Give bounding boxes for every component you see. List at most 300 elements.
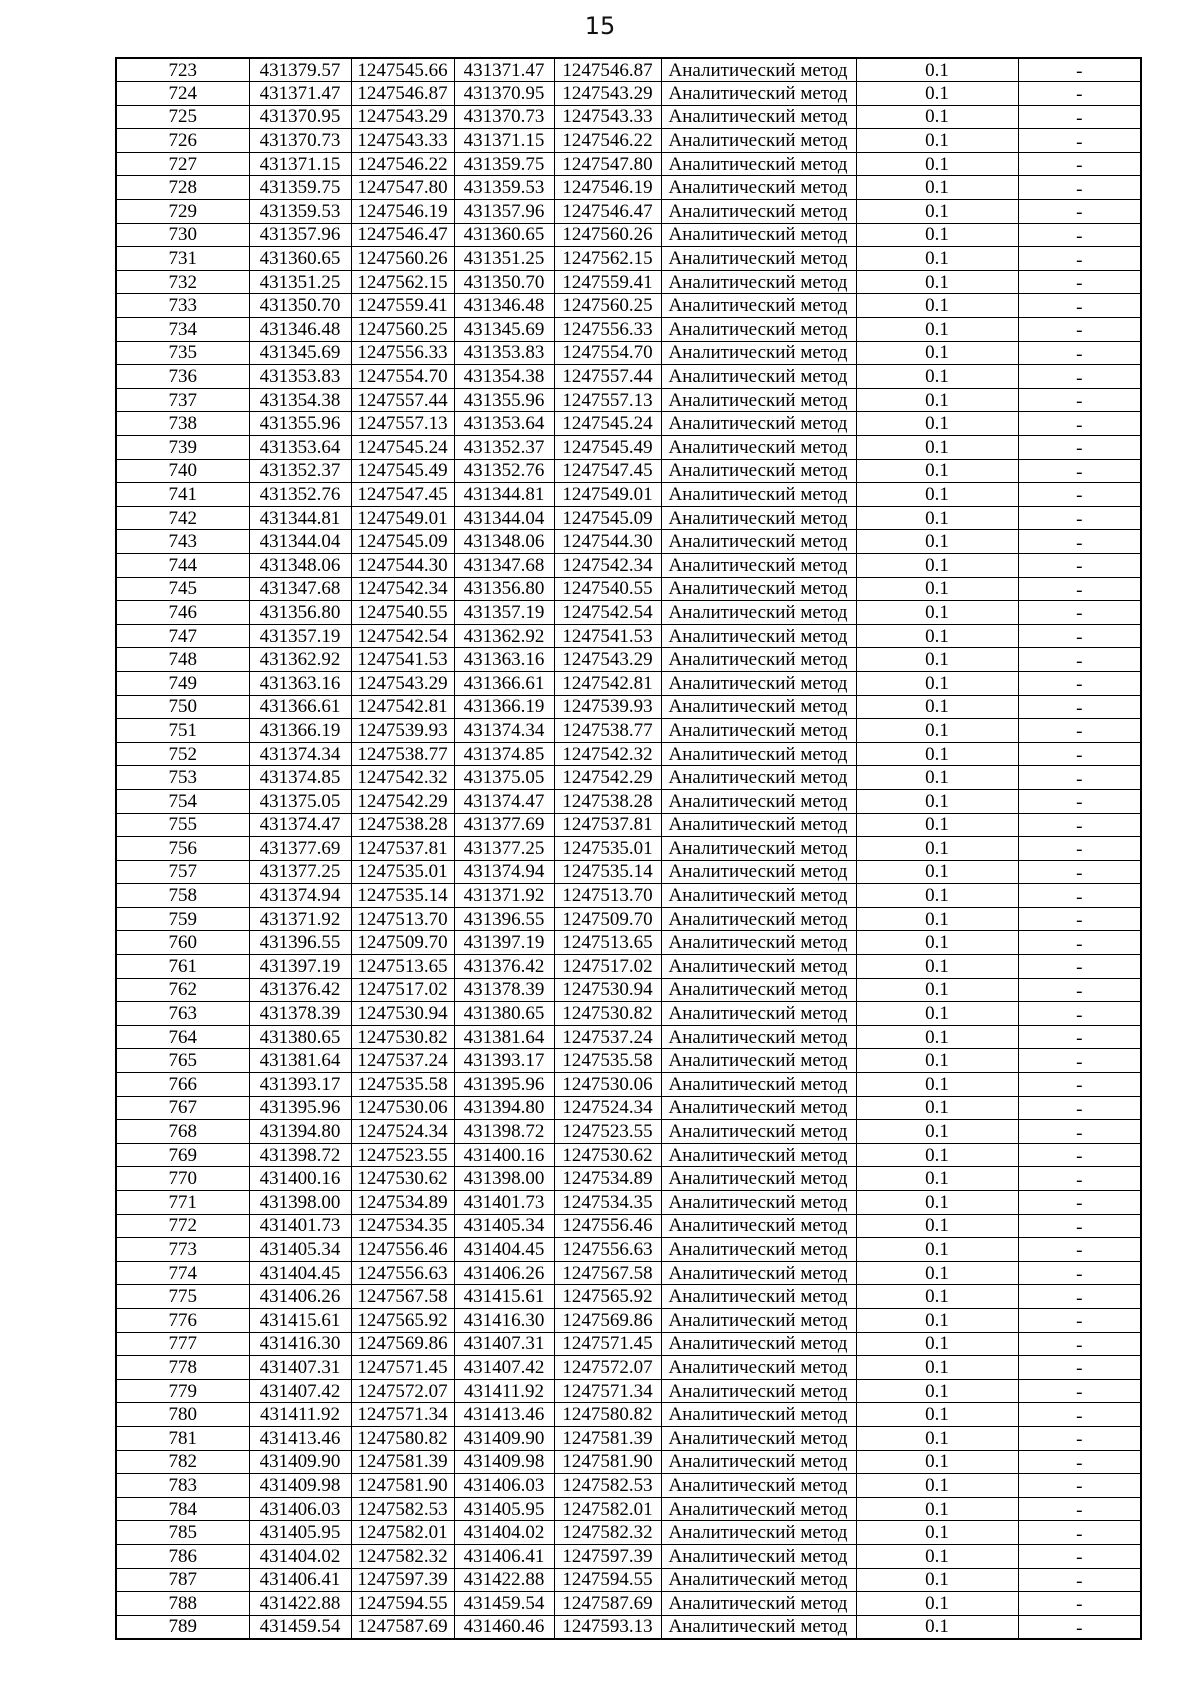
cell-y-end: 1247560.26: [554, 223, 661, 247]
cell-point-number: 788: [116, 1592, 249, 1616]
table-row: [116, 530, 1141, 554]
cell-y-end: 1247535.01: [554, 837, 661, 861]
cell-y-end: 1247556.46: [554, 1214, 661, 1238]
cell-precision: 0.1: [856, 766, 1018, 790]
cell-precision: 0.1: [856, 1167, 1018, 1191]
table-row: [116, 553, 1141, 577]
table-row: [116, 766, 1141, 790]
cell-point-number: 761: [116, 955, 249, 979]
cell-y-end: 1247509.70: [554, 907, 661, 931]
cell-y-start: 1247582.01: [351, 1521, 454, 1545]
cell-method: Аналитический метод: [661, 601, 856, 625]
cell-x-start: 431348.06: [249, 553, 351, 577]
cell-precision: 0.1: [856, 742, 1018, 766]
cell-x-end: 431393.17: [454, 1049, 554, 1073]
cell-x-start: 431350.70: [249, 294, 351, 318]
cell-precision: 0.1: [856, 1615, 1018, 1639]
cell-x-start: 431362.92: [249, 648, 351, 672]
cell-x-start: 431353.83: [249, 365, 351, 389]
cell-y-start: 1247535.58: [351, 1073, 454, 1097]
cell-point-number: 785: [116, 1521, 249, 1545]
cell-x-end: 431377.25: [454, 837, 554, 861]
cell-x-end: 431363.16: [454, 648, 554, 672]
page-number: 15: [584, 12, 616, 40]
cell-y-start: 1247546.87: [351, 82, 454, 106]
coordinates-table: [115, 57, 1142, 1640]
cell-x-end: 431398.72: [454, 1120, 554, 1144]
cell-x-start: 431409.90: [249, 1450, 351, 1474]
cell-point-number: 746: [116, 601, 249, 625]
cell-precision: 0.1: [856, 907, 1018, 931]
cell-y-start: 1247545.49: [351, 459, 454, 483]
table-row: [116, 365, 1141, 389]
cell-note: -: [1018, 1426, 1141, 1450]
cell-point-number: 743: [116, 530, 249, 554]
cell-method: Аналитический метод: [661, 1214, 856, 1238]
table-row: [116, 200, 1141, 224]
cell-x-start: 431415.61: [249, 1308, 351, 1332]
cell-y-start: 1247562.15: [351, 270, 454, 294]
cell-note: -: [1018, 860, 1141, 884]
cell-y-end: 1247549.01: [554, 483, 661, 507]
cell-x-start: 431393.17: [249, 1073, 351, 1097]
cell-y-start: 1247556.46: [351, 1238, 454, 1262]
cell-x-start: 431346.48: [249, 318, 351, 342]
cell-x-start: 431363.16: [249, 671, 351, 695]
cell-x-start: 431347.68: [249, 577, 351, 601]
cell-method: Аналитический метод: [661, 1049, 856, 1073]
cell-method: Аналитический метод: [661, 1167, 856, 1191]
cell-method: Аналитический метод: [661, 1002, 856, 1026]
cell-y-end: 1247543.33: [554, 105, 661, 129]
cell-x-start: 431398.72: [249, 1143, 351, 1167]
cell-x-end: 431401.73: [454, 1191, 554, 1215]
cell-note: -: [1018, 931, 1141, 955]
cell-precision: 0.1: [856, 1544, 1018, 1568]
cell-x-start: 431352.76: [249, 483, 351, 507]
cell-x-end: 431345.69: [454, 318, 554, 342]
table-row: [116, 152, 1141, 176]
cell-point-number: 730: [116, 223, 249, 247]
cell-method: Аналитический метод: [661, 1191, 856, 1215]
cell-method: Аналитический метод: [661, 648, 856, 672]
cell-note: -: [1018, 1544, 1141, 1568]
cell-precision: 0.1: [856, 671, 1018, 695]
cell-y-start: 1247542.54: [351, 624, 454, 648]
cell-method: Аналитический метод: [661, 766, 856, 790]
cell-precision: 0.1: [856, 1143, 1018, 1167]
cell-point-number: 732: [116, 270, 249, 294]
cell-x-end: 431407.31: [454, 1332, 554, 1356]
cell-y-start: 1247530.62: [351, 1167, 454, 1191]
cell-x-start: 431359.53: [249, 200, 351, 224]
cell-y-end: 1247557.44: [554, 365, 661, 389]
cell-y-end: 1247571.34: [554, 1379, 661, 1403]
cell-point-number: 723: [116, 58, 249, 82]
cell-x-end: 431378.39: [454, 978, 554, 1002]
cell-y-start: 1247560.25: [351, 318, 454, 342]
cell-y-end: 1247537.24: [554, 1025, 661, 1049]
cell-note: -: [1018, 1332, 1141, 1356]
table-row: [116, 648, 1141, 672]
cell-x-start: 431422.88: [249, 1592, 351, 1616]
cell-y-start: 1247535.14: [351, 884, 454, 908]
cell-y-end: 1247542.32: [554, 742, 661, 766]
cell-y-end: 1247547.45: [554, 459, 661, 483]
cell-method: Аналитический метод: [661, 388, 856, 412]
cell-x-start: 431355.96: [249, 412, 351, 436]
cell-point-number: 784: [116, 1497, 249, 1521]
cell-x-start: 431375.05: [249, 789, 351, 813]
cell-note: -: [1018, 459, 1141, 483]
cell-x-end: 431359.75: [454, 152, 554, 176]
table-row: [116, 884, 1141, 908]
cell-y-end: 1247542.54: [554, 601, 661, 625]
cell-x-end: 431406.41: [454, 1544, 554, 1568]
cell-y-start: 1247543.33: [351, 129, 454, 153]
cell-x-end: 431357.19: [454, 601, 554, 625]
cell-precision: 0.1: [856, 105, 1018, 129]
cell-note: -: [1018, 1073, 1141, 1097]
table-row: [116, 1544, 1141, 1568]
table-row: [116, 1096, 1141, 1120]
cell-method: Аналитический метод: [661, 1474, 856, 1498]
cell-x-start: 431404.02: [249, 1544, 351, 1568]
cell-note: -: [1018, 1497, 1141, 1521]
cell-note: -: [1018, 1167, 1141, 1191]
cell-precision: 0.1: [856, 1120, 1018, 1144]
table-row: [116, 719, 1141, 743]
cell-x-end: 431409.90: [454, 1426, 554, 1450]
table-row: [116, 1497, 1141, 1521]
cell-x-end: 431352.37: [454, 436, 554, 460]
cell-x-end: 431380.65: [454, 1002, 554, 1026]
cell-precision: 0.1: [856, 1261, 1018, 1285]
cell-x-end: 431411.92: [454, 1379, 554, 1403]
cell-point-number: 767: [116, 1096, 249, 1120]
cell-note: -: [1018, 1025, 1141, 1049]
cell-x-start: 431360.65: [249, 247, 351, 271]
cell-precision: 0.1: [856, 223, 1018, 247]
cell-x-start: 431377.25: [249, 860, 351, 884]
cell-y-end: 1247545.09: [554, 506, 661, 530]
table-row: [116, 318, 1141, 342]
cell-y-end: 1247534.89: [554, 1167, 661, 1191]
cell-note: -: [1018, 671, 1141, 695]
cell-y-end: 1247565.92: [554, 1285, 661, 1309]
cell-y-end: 1247530.82: [554, 1002, 661, 1026]
cell-x-end: 431350.70: [454, 270, 554, 294]
cell-y-end: 1247538.77: [554, 719, 661, 743]
cell-x-end: 431422.88: [454, 1568, 554, 1592]
table-row: [116, 1191, 1141, 1215]
cell-y-end: 1247556.33: [554, 318, 661, 342]
cell-note: -: [1018, 624, 1141, 648]
cell-note: -: [1018, 884, 1141, 908]
cell-note: -: [1018, 907, 1141, 931]
cell-precision: 0.1: [856, 247, 1018, 271]
cell-y-end: 1247513.65: [554, 931, 661, 955]
cell-note: -: [1018, 105, 1141, 129]
cell-note: -: [1018, 1002, 1141, 1026]
table-row: [116, 129, 1141, 153]
cell-note: -: [1018, 247, 1141, 271]
cell-method: Аналитический метод: [661, 1544, 856, 1568]
cell-note: -: [1018, 223, 1141, 247]
cell-method: Аналитический метод: [661, 789, 856, 813]
cell-point-number: 757: [116, 860, 249, 884]
cell-note: -: [1018, 200, 1141, 224]
cell-y-end: 1247594.55: [554, 1568, 661, 1592]
cell-y-end: 1247513.70: [554, 884, 661, 908]
cell-y-start: 1247571.34: [351, 1403, 454, 1427]
cell-x-end: 431459.54: [454, 1592, 554, 1616]
cell-y-end: 1247542.34: [554, 553, 661, 577]
table-row: [116, 1403, 1141, 1427]
cell-method: Аналитический метод: [661, 294, 856, 318]
cell-y-start: 1247580.82: [351, 1426, 454, 1450]
cell-precision: 0.1: [856, 1379, 1018, 1403]
cell-x-start: 431351.25: [249, 270, 351, 294]
cell-y-start: 1247581.39: [351, 1450, 454, 1474]
table-row: [116, 813, 1141, 837]
cell-x-start: 431394.80: [249, 1120, 351, 1144]
cell-method: Аналитический метод: [661, 884, 856, 908]
cell-x-start: 431352.37: [249, 459, 351, 483]
cell-x-start: 431344.81: [249, 506, 351, 530]
cell-note: -: [1018, 648, 1141, 672]
cell-point-number: 764: [116, 1025, 249, 1049]
cell-x-start: 431366.19: [249, 719, 351, 743]
cell-note: -: [1018, 1238, 1141, 1262]
cell-y-start: 1247569.86: [351, 1332, 454, 1356]
cell-y-start: 1247542.32: [351, 766, 454, 790]
cell-note: -: [1018, 1450, 1141, 1474]
cell-x-start: 431354.38: [249, 388, 351, 412]
cell-note: -: [1018, 978, 1141, 1002]
cell-point-number: 728: [116, 176, 249, 200]
cell-x-end: 431406.26: [454, 1261, 554, 1285]
cell-x-start: 431377.69: [249, 837, 351, 861]
cell-point-number: 779: [116, 1379, 249, 1403]
cell-x-end: 431395.96: [454, 1073, 554, 1097]
cell-point-number: 753: [116, 766, 249, 790]
cell-y-end: 1247535.14: [554, 860, 661, 884]
cell-point-number: 750: [116, 695, 249, 719]
table-row: [116, 1238, 1141, 1262]
cell-note: -: [1018, 1403, 1141, 1427]
cell-y-end: 1247546.47: [554, 200, 661, 224]
cell-y-start: 1247587.69: [351, 1615, 454, 1639]
cell-precision: 0.1: [856, 1049, 1018, 1073]
table-row: [116, 577, 1141, 601]
table-row: [116, 341, 1141, 365]
cell-y-end: 1247556.63: [554, 1238, 661, 1262]
cell-point-number: 760: [116, 931, 249, 955]
cell-method: Аналитический метод: [661, 671, 856, 695]
cell-x-start: 431398.00: [249, 1191, 351, 1215]
cell-method: Аналитический метод: [661, 907, 856, 931]
cell-x-start: 431406.26: [249, 1285, 351, 1309]
cell-x-start: 431405.95: [249, 1521, 351, 1545]
cell-method: Аналитический метод: [661, 176, 856, 200]
cell-y-start: 1247547.45: [351, 483, 454, 507]
cell-note: -: [1018, 318, 1141, 342]
cell-precision: 0.1: [856, 719, 1018, 743]
cell-x-end: 431374.47: [454, 789, 554, 813]
table-row: [116, 837, 1141, 861]
cell-point-number: 734: [116, 318, 249, 342]
cell-x-end: 431405.95: [454, 1497, 554, 1521]
cell-note: -: [1018, 1615, 1141, 1639]
cell-point-number: 786: [116, 1544, 249, 1568]
cell-point-number: 787: [116, 1568, 249, 1592]
cell-x-start: 431416.30: [249, 1332, 351, 1356]
cell-x-start: 431401.73: [249, 1214, 351, 1238]
cell-method: Аналитический метод: [661, 1332, 856, 1356]
cell-y-end: 1247530.62: [554, 1143, 661, 1167]
cell-note: -: [1018, 294, 1141, 318]
cell-y-start: 1247544.30: [351, 553, 454, 577]
cell-x-end: 431371.47: [454, 58, 554, 82]
cell-precision: 0.1: [856, 176, 1018, 200]
cell-point-number: 766: [116, 1073, 249, 1097]
cell-y-start: 1247540.55: [351, 601, 454, 625]
cell-note: -: [1018, 176, 1141, 200]
cell-method: Аналитический метод: [661, 1521, 856, 1545]
cell-method: Аналитический метод: [661, 1261, 856, 1285]
cell-point-number: 773: [116, 1238, 249, 1262]
cell-point-number: 747: [116, 624, 249, 648]
table-row: [116, 483, 1141, 507]
cell-point-number: 758: [116, 884, 249, 908]
cell-point-number: 742: [116, 506, 249, 530]
cell-note: -: [1018, 1379, 1141, 1403]
cell-method: Аналитический метод: [661, 695, 856, 719]
cell-point-number: 778: [116, 1356, 249, 1380]
cell-y-end: 1247582.01: [554, 1497, 661, 1521]
cell-x-end: 431346.48: [454, 294, 554, 318]
table-row: [116, 388, 1141, 412]
cell-precision: 0.1: [856, 648, 1018, 672]
cell-x-end: 431404.45: [454, 1238, 554, 1262]
cell-y-end: 1247587.69: [554, 1592, 661, 1616]
cell-y-end: 1247523.55: [554, 1120, 661, 1144]
cell-y-start: 1247554.70: [351, 365, 454, 389]
cell-y-end: 1247582.53: [554, 1474, 661, 1498]
cell-point-number: 731: [116, 247, 249, 271]
cell-precision: 0.1: [856, 624, 1018, 648]
cell-y-start: 1247542.34: [351, 577, 454, 601]
cell-precision: 0.1: [856, 506, 1018, 530]
cell-y-start: 1247560.26: [351, 247, 454, 271]
cell-x-start: 431370.95: [249, 105, 351, 129]
cell-y-start: 1247557.13: [351, 412, 454, 436]
cell-x-end: 431376.42: [454, 955, 554, 979]
cell-y-end: 1247542.29: [554, 766, 661, 790]
cell-y-start: 1247537.81: [351, 837, 454, 861]
cell-y-end: 1247545.49: [554, 436, 661, 460]
cell-precision: 0.1: [856, 1332, 1018, 1356]
cell-x-start: 431371.15: [249, 152, 351, 176]
cell-y-end: 1247541.53: [554, 624, 661, 648]
table-row: [116, 1426, 1141, 1450]
table-row: [116, 506, 1141, 530]
cell-method: Аналитический метод: [661, 955, 856, 979]
cell-x-start: 431357.19: [249, 624, 351, 648]
cell-y-start: 1247582.32: [351, 1544, 454, 1568]
cell-x-start: 431459.54: [249, 1615, 351, 1639]
table-row: [116, 860, 1141, 884]
cell-precision: 0.1: [856, 1073, 1018, 1097]
cell-precision: 0.1: [856, 837, 1018, 861]
cell-point-number: 783: [116, 1474, 249, 1498]
cell-x-start: 431407.42: [249, 1379, 351, 1403]
cell-x-start: 431411.92: [249, 1403, 351, 1427]
cell-note: -: [1018, 955, 1141, 979]
cell-y-end: 1247597.39: [554, 1544, 661, 1568]
cell-point-number: 782: [116, 1450, 249, 1474]
table-row: [116, 1049, 1141, 1073]
cell-y-start: 1247545.66: [351, 58, 454, 82]
cell-precision: 0.1: [856, 1096, 1018, 1120]
cell-x-end: 431394.80: [454, 1096, 554, 1120]
cell-precision: 0.1: [856, 695, 1018, 719]
table-row: [116, 601, 1141, 625]
table-row: [116, 789, 1141, 813]
cell-x-end: 431359.53: [454, 176, 554, 200]
cell-point-number: 780: [116, 1403, 249, 1427]
cell-precision: 0.1: [856, 483, 1018, 507]
cell-note: -: [1018, 1356, 1141, 1380]
cell-y-start: 1247572.07: [351, 1379, 454, 1403]
cell-method: Аналитический метод: [661, 1403, 856, 1427]
cell-x-start: 431344.04: [249, 530, 351, 554]
cell-method: Аналитический метод: [661, 530, 856, 554]
cell-y-end: 1247559.41: [554, 270, 661, 294]
cell-method: Аналитический метод: [661, 152, 856, 176]
cell-point-number: 741: [116, 483, 249, 507]
cell-precision: 0.1: [856, 1568, 1018, 1592]
cell-y-end: 1247593.13: [554, 1615, 661, 1639]
cell-note: -: [1018, 530, 1141, 554]
cell-x-start: 431374.47: [249, 813, 351, 837]
cell-x-end: 431344.81: [454, 483, 554, 507]
cell-precision: 0.1: [856, 1214, 1018, 1238]
cell-y-start: 1247559.41: [351, 294, 454, 318]
cell-x-start: 431371.47: [249, 82, 351, 106]
cell-x-start: 431376.42: [249, 978, 351, 1002]
cell-x-end: 431366.19: [454, 695, 554, 719]
cell-precision: 0.1: [856, 789, 1018, 813]
table-row: [116, 1592, 1141, 1616]
cell-note: -: [1018, 388, 1141, 412]
cell-x-start: 431397.19: [249, 955, 351, 979]
cell-point-number: 776: [116, 1308, 249, 1332]
cell-y-start: 1247542.29: [351, 789, 454, 813]
cell-x-end: 431357.96: [454, 200, 554, 224]
table-row: [116, 82, 1141, 106]
cell-x-start: 431405.34: [249, 1238, 351, 1262]
cell-x-start: 431379.57: [249, 58, 351, 82]
table-body: [116, 58, 1141, 1639]
cell-method: Аналитический метод: [661, 813, 856, 837]
cell-point-number: 781: [116, 1426, 249, 1450]
table-row: [116, 1002, 1141, 1026]
table-row: [116, 1073, 1141, 1097]
cell-precision: 0.1: [856, 1403, 1018, 1427]
cell-note: -: [1018, 577, 1141, 601]
